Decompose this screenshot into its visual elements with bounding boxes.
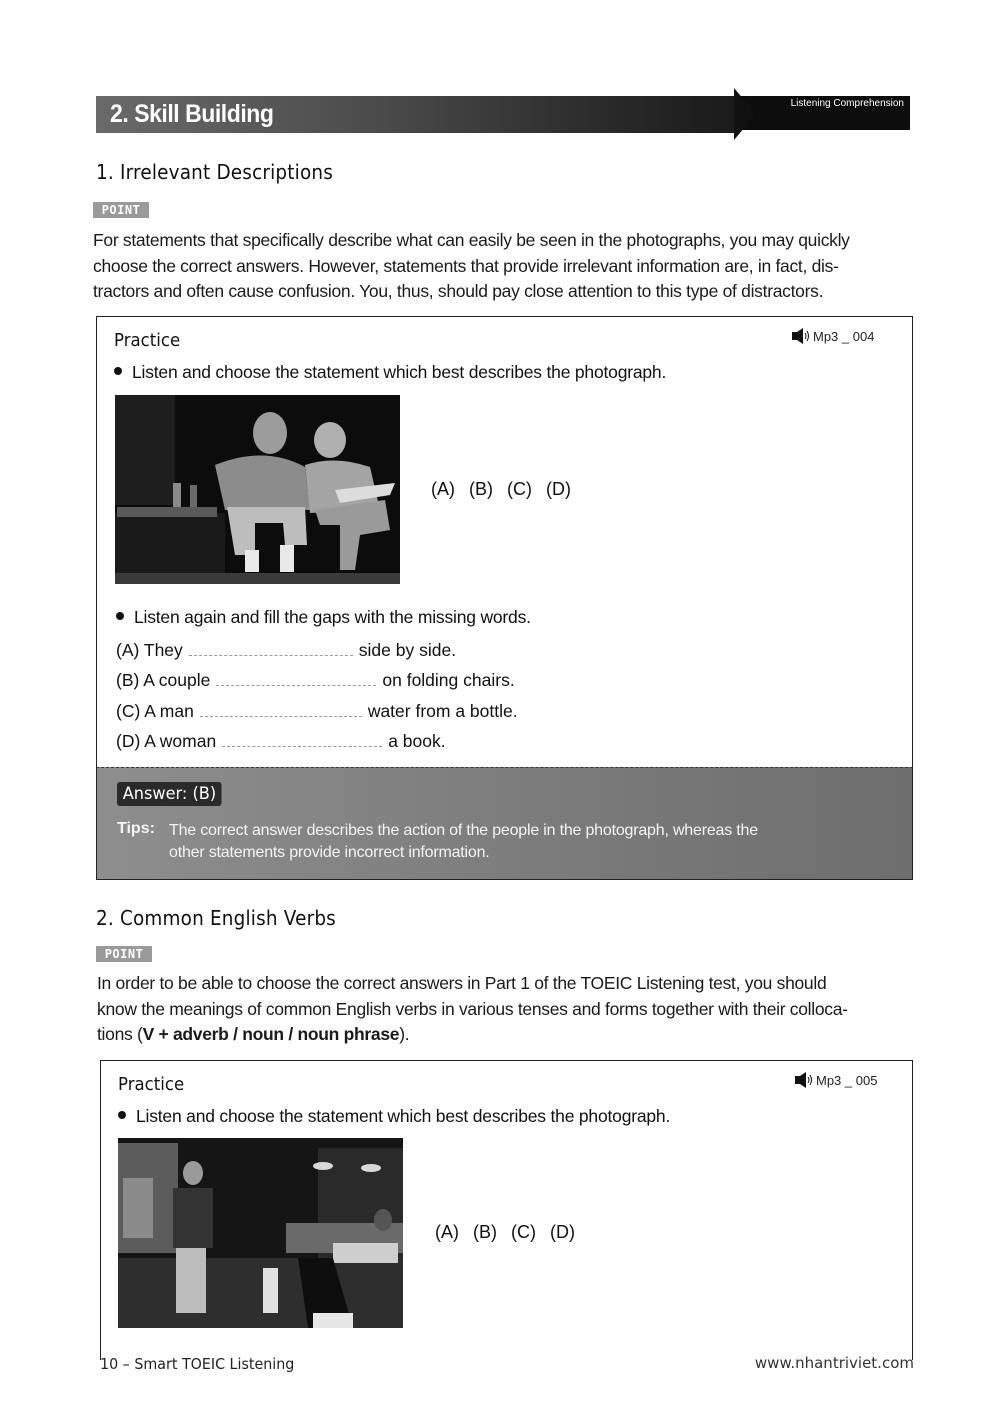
fill-after: on folding chairs. — [382, 670, 515, 690]
tips-text — [169, 820, 889, 864]
fill-instruction — [116, 607, 531, 628]
section-heading-irrelevant-descriptions: 1. Irrelevant Descriptions — [96, 160, 334, 184]
point-badge: POINT — [93, 202, 149, 218]
audio-label: Mp3 _ 005 — [816, 1072, 878, 1088]
fill-label: (B) A couple — [116, 670, 211, 690]
speaker-icon — [795, 1072, 813, 1088]
paragraph-text: ). — [399, 1024, 410, 1044]
page-footer-title: 10 – Smart TOEIC Listening — [100, 1355, 295, 1373]
choice-b[interactable]: (B) — [469, 479, 493, 499]
fill-label: (D) A woman — [116, 731, 217, 751]
fill-item-a — [116, 640, 456, 661]
section-banner — [96, 96, 910, 133]
bullet-icon — [114, 367, 122, 375]
paragraph-line: choose the correct answers. However, statements that provide irrelevant information are, in fact, dis- — [93, 255, 839, 276]
choice-d[interactable]: (D) — [550, 1222, 575, 1242]
tips-line: The correct answer describes the action of the people in the photograph, whereas the — [169, 822, 758, 839]
point-paragraph — [97, 971, 927, 1048]
bullet-icon — [118, 1111, 126, 1119]
point-badge: POINT — [96, 946, 152, 962]
blank-input[interactable] — [222, 733, 382, 747]
paragraph-line: In order to be able to choose the correct answers in Part 1 of the TOEIC Listening test, you should — [97, 973, 827, 993]
paragraph-line: For statements that specifically describe what can easily be seen in the photographs, you may quickly — [93, 230, 850, 250]
answer-choices-2 — [435, 1222, 575, 1243]
answer-badge: Answer: (B) — [117, 782, 222, 806]
choice-c[interactable]: (C) — [507, 479, 532, 499]
practice-instruction — [118, 1106, 670, 1127]
fill-after: side by side. — [358, 640, 457, 660]
paragraph-text: tions ( — [97, 1024, 143, 1044]
speaker-icon — [792, 328, 810, 344]
answer-panel — [96, 767, 913, 880]
section-title: 2. Skill Building — [110, 100, 274, 128]
fill-item-c — [116, 701, 518, 722]
blank-input[interactable] — [216, 672, 376, 686]
banner-subtitle: Listening Comprehension — [790, 98, 904, 109]
instruction-text: Listen and choose the statement which best describes the photograph. — [132, 362, 667, 382]
section-heading-common-english-verbs: 2. Common English Verbs — [96, 906, 336, 930]
paragraph-line: tractors and often cause confusion. You, thus, should pay close attention to this type of distractors. — [93, 281, 824, 301]
fill-item-b — [116, 670, 515, 691]
audio-track-mp3-004[interactable] — [792, 328, 874, 344]
choice-b[interactable]: (B) — [473, 1222, 497, 1242]
paragraph-line — [97, 1022, 927, 1048]
fill-item-d — [116, 731, 446, 752]
fill-after: water from a bottle. — [367, 701, 518, 721]
fill-label: (C) A man — [116, 701, 194, 721]
fill-instruction-text: Listen again and fill the gaps with the missing words. — [134, 607, 531, 627]
answer-choices-1 — [431, 479, 571, 500]
audio-label: Mp3 _ 004 — [813, 328, 875, 344]
practice-instruction — [114, 362, 666, 383]
blank-input[interactable] — [200, 703, 362, 717]
photo-couple-on-folding-chairs — [115, 395, 400, 584]
audio-track-mp3-005[interactable] — [795, 1072, 877, 1088]
choice-a[interactable]: (A) — [435, 1222, 459, 1242]
choice-d[interactable]: (D) — [546, 479, 571, 499]
practice-title: Practice — [114, 330, 181, 351]
tips-label: Tips: — [117, 820, 155, 837]
blank-input[interactable] — [189, 642, 353, 656]
instruction-text: Listen and choose the statement which best describes the photograph. — [136, 1106, 671, 1126]
photo-store-scene — [118, 1138, 403, 1328]
bullet-icon — [116, 612, 124, 620]
paragraph-bold: V + adverb / noun / noun phrase — [142, 1024, 400, 1044]
choice-c[interactable]: (C) — [511, 1222, 536, 1242]
point-paragraph — [93, 228, 923, 305]
tips-line: other statements provide incorrect information. — [169, 844, 490, 861]
choice-a[interactable]: (A) — [431, 479, 455, 499]
fill-after: a book. — [388, 731, 446, 751]
fill-label: (A) They — [116, 640, 183, 660]
paragraph-line: know the meanings of common English verbs in various tenses and forms together with their colloca- — [97, 998, 848, 1019]
banner-arrow-icon — [734, 88, 756, 140]
footer-website-link[interactable]: www.nhantriviet.com — [754, 1354, 914, 1372]
practice-title: Practice — [118, 1074, 185, 1095]
